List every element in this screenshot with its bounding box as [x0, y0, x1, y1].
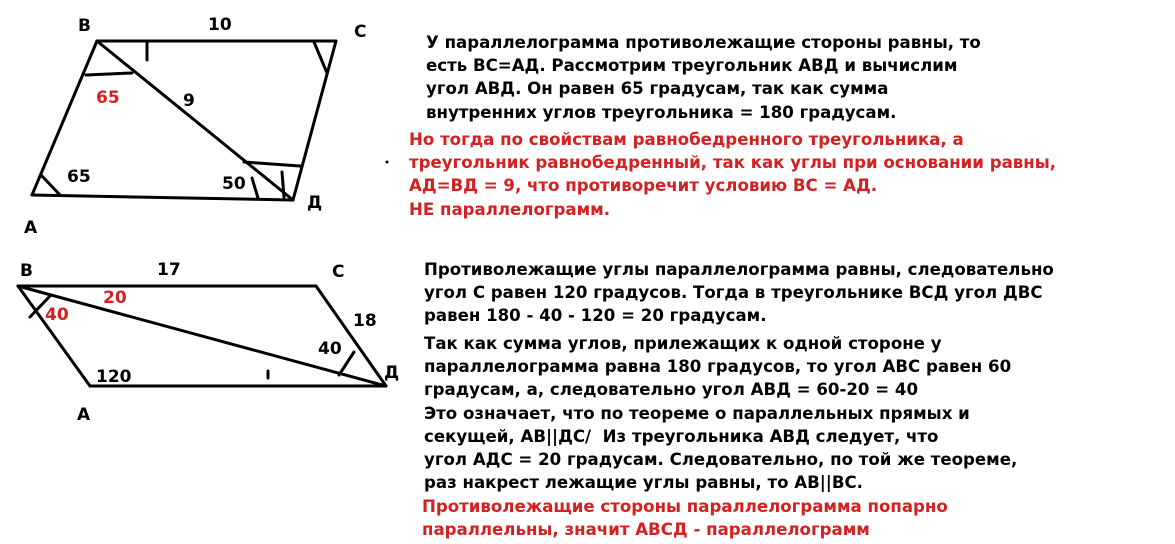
side-ab-2 — [18, 286, 90, 386]
label-bd-1: 9 — [183, 91, 195, 111]
vertex-b-2: В — [20, 261, 33, 281]
label-angle-d-1: 50 — [222, 174, 246, 194]
diagonal-bd-1 — [97, 41, 293, 200]
stray-dot — [386, 161, 389, 164]
angle-mark-d3-1 — [252, 178, 258, 198]
diagonal-bd-2 — [18, 286, 386, 386]
conclusion-1: Но тогда по свойствам равнобедренного треугольника, а треугольник равнобедренный, так как углы при основании равны, АД=ВД = 9, что противоречит условию ВС = АД. НЕ параллелограмм. — [409, 130, 1057, 219]
conclusion-2: Противолежащие стороны параллелограмма попарно параллельны, значит АВСД - параллелограмм — [422, 497, 948, 540]
label-angle-a-1: 65 — [67, 167, 91, 187]
vertex-b-1: В — [78, 16, 91, 36]
vertex-a-2: А — [77, 405, 91, 425]
parallelogram-2 — [18, 286, 386, 386]
label-bc-1: 10 — [208, 15, 232, 35]
angle-mark-a-1 — [41, 175, 60, 195]
side-da-1 — [32, 195, 293, 200]
vertex-c-1: С — [354, 22, 367, 42]
label-angle-abd-1: 65 — [96, 88, 120, 108]
explanation-2a: Противолежащие углы параллелограмма равны, следовательно угол С равен 120 градусов. Тогда в треугольнике ВСД угол ДВС равен 180 - 40 - 120 = 20 градусам. — [424, 260, 1054, 326]
explanation-2b: Так как сумма углов, прилежащих к одной стороне у параллелограмма равна 180 градусов, то угол АВС равен 60 градусам, а, следовательно угол АВД = 60-20 = 40 Это означает, что по теореме о параллельных прямых и секущей, АВ||ДС/ Из треугольника АВД следует, что угол АДС = 20 градусам. Следовательно, по той же теореме, раз накрест лежащие углы равны, то АВ||ВС. — [424, 334, 1018, 493]
vertex-c-2: С — [332, 262, 345, 282]
label-angle-dbc-2: 20 — [103, 288, 127, 308]
label-angle-bdc-2: 40 — [318, 339, 342, 359]
label-angle-abd-2: 40 — [45, 305, 69, 325]
vertex-a-1: А — [24, 218, 38, 238]
angle-mark-c-1 — [314, 42, 327, 73]
angle-mark-d2-1 — [282, 172, 284, 197]
label-bc-2: 17 — [157, 260, 181, 280]
side-cd-1 — [293, 41, 336, 200]
vertex-d-2: Д — [384, 363, 400, 383]
explanation-1: У параллелограмма противолежащие стороны равны, то есть ВС=АД. Рассмотрим треугольник АВД и вычислим угол АВД. Он равен 65 градусам, так как сумма внутренних углов треугольника = 180 градусам. — [426, 33, 981, 122]
label-angle-a-2: 120 — [96, 367, 132, 387]
label-cd-2: 18 — [353, 311, 377, 331]
angle-mark-b2-1 — [86, 73, 132, 75]
vertex-d-1: Д — [307, 193, 323, 213]
